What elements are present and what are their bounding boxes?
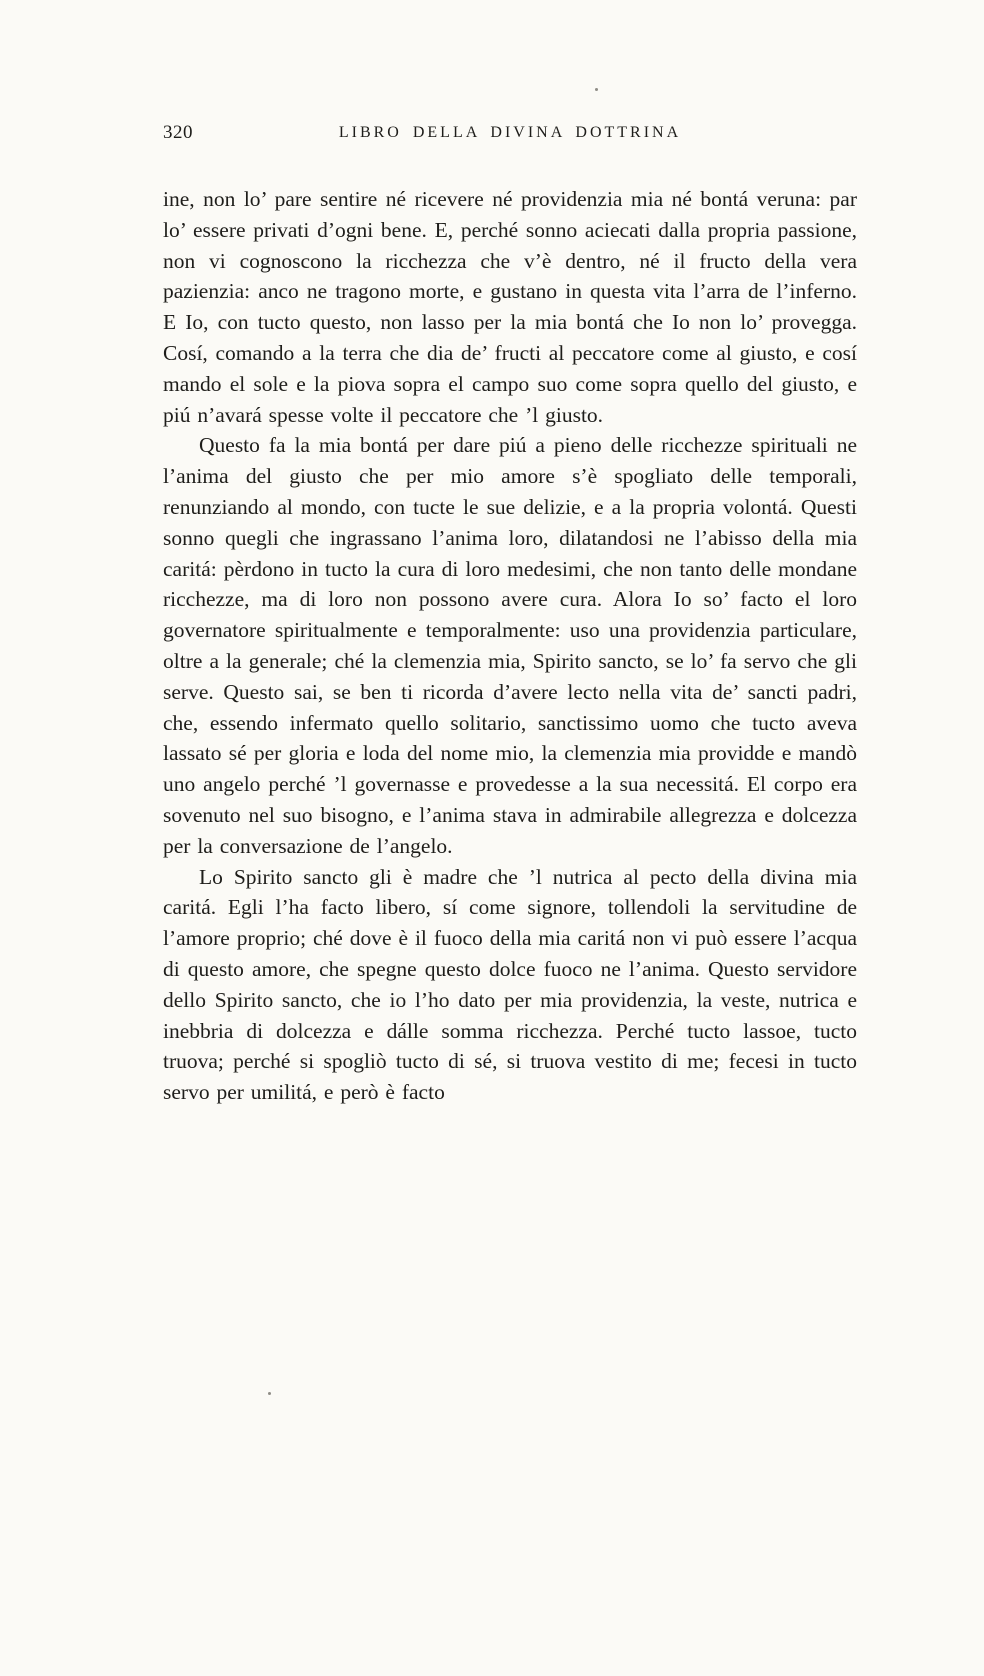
running-title: LIBRO DELLA DIVINA DOTTRINA — [338, 124, 682, 141]
page-number: 320 — [163, 122, 193, 143]
text-block — [163, 122, 857, 1108]
paragraph: Questo fa la mia bontá per dare piú a pieno delle ricchezze spirituali ne l’anima del giusto che per mio amore s’è spogliato delle temporali, renunziando al mondo, con tucte le sue delizie, e a la propria volontá. Questi sonno quegli che ingrassano l’anima loro, dilatandosi ne l’abisso della mia caritá: pèrdono in tucto la cura di loro medesimi, che non tanto delle mondane ricchezze, ma di loro non possono avere cura. Alora Io so’ facto el loro governatore spiritualmente e temporalmente: uso una providenzia particulare, oltre a la generale; ché la clemenzia mia, Spirito sancto, se lo’ fa servo che gli serve. Questo sai, se ben ti ricorda d’avere lecto nella vita de’ sancti padri, che, essendo infermato quello solitario, sanctissimo uomo che tucto aveva lassato sé per gloria e loda del nome mio, la clemenzia mia providde e mandò uno angelo perché ’l governasse e provedesse a la sua necessitá. El corpo era sovenuto nel suo bisogno, e l’anima stava in admirabile allegrezza e dolcezza per la conversazione de l’angelo. — [163, 433, 857, 858]
page-header — [163, 122, 857, 148]
body-text — [163, 184, 857, 1108]
paragraph: Lo Spirito sancto gli è madre che ’l nutrica al pecto della divina mia caritá. Egli l’ha facto libero, sí come signore, tollendoli la servitudine de l’amore proprio; ché dove è il fuoco della mia caritá non vi può essere l’acqua di questo amore, che spegne questo dolce fuoco ne l’anima. Questo servidore dello Spirito sancto, che io l’ho dato per mia providenzia, la veste, nutrica e inebbria di dolcezza e dálle somma ricchezza. Perché tucto lassoe, tucto truova; perché si spogliò tucto di sé, si truova vestito di me; fecesi in tucto servo per umilitá, e però è facto — [163, 864, 857, 1105]
paragraph: ine, non lo’ pare sentire né ricevere né providenzia mia né bontá veruna: par lo’ essere privati d’ogni bene. E, perché sonno aciecati dalla propria passione, non vi cognoscono la ricchezza che v’è dentro, né il fructo della vera pazienzia: anco ne tragono morte, e gustano in questa vita l’arra de l’inferno. E Io, con tucto questo, non lasso per la mia bontá che Io non lo’ provegga. Cosí, comando a la terra che dia de’ fructi al peccatore come al giusto, e cosí mando el sole e la piova sopra el campo suo come sopra quello del giusto, e piú n’avará spesse volte il peccatore che ’l giusto. — [163, 187, 857, 427]
scan-speck — [595, 88, 598, 91]
scan-speck — [268, 1392, 271, 1395]
